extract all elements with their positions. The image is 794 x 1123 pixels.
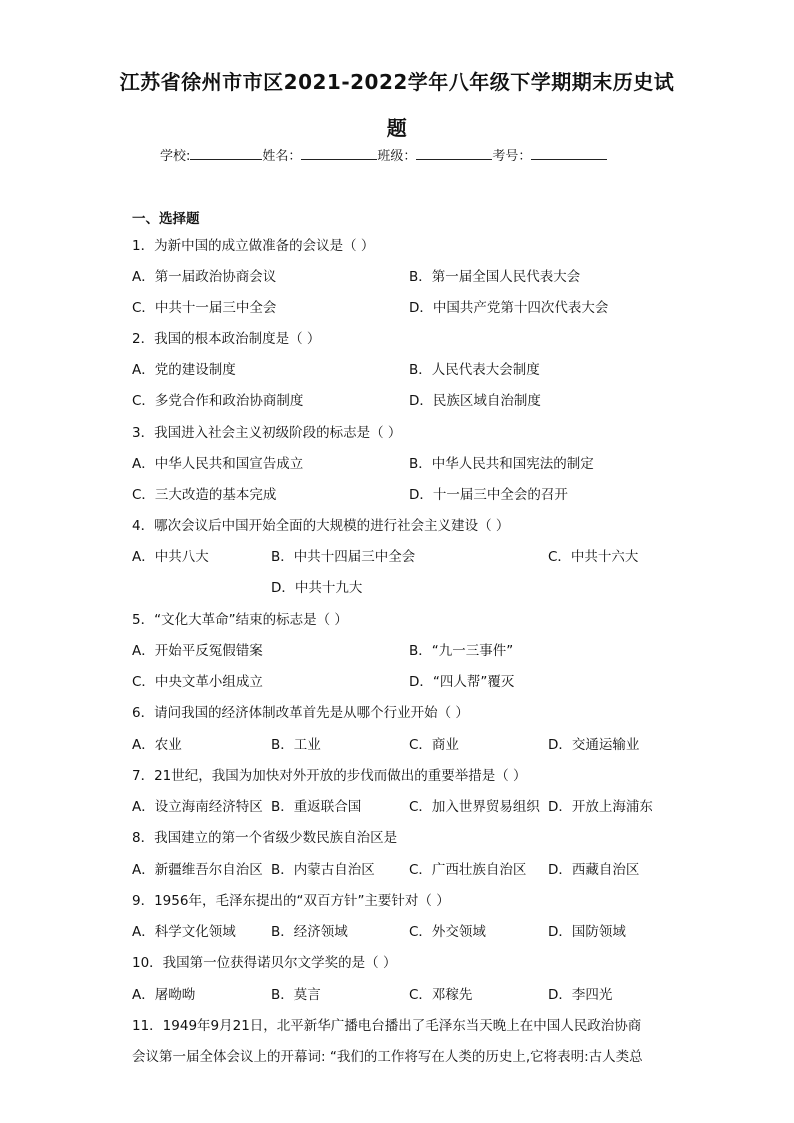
option-c[interactable]: C．邓稼先 [409,987,473,1003]
option-c[interactable]: C．加入世界贸易组织 [409,799,540,815]
option-b[interactable]: B．重返联合国 [271,799,362,815]
option-b[interactable]: B．经济领域 [271,924,348,940]
section-heading: 一、选择题 [132,211,200,227]
question-stem: 5．“文化大革命”结束的标志是（ ） [132,612,348,628]
option-d[interactable]: D．民族区域自治制度 [409,393,541,409]
id-blank[interactable] [531,145,607,160]
school-label: 学校: [160,149,191,164]
option-d[interactable]: D．“四人帮”覆灭 [409,674,515,690]
option-a[interactable]: A．党的建设制度 [132,362,236,378]
question-stem: 3．我国进入社会主义初级阶段的标志是（ ） [132,425,402,441]
option-d[interactable]: D．开放上海浦东 [548,799,653,815]
option-a[interactable]: A．第一届政治协商会议 [132,269,277,285]
option-b[interactable]: B．工业 [271,737,321,753]
question-stem: 6．请问我国的经济体制改革首先是从哪个行业开始（ ） [132,705,469,721]
option-c[interactable]: C．多党合作和政治协商制度 [132,393,304,409]
option-c[interactable]: C．中共十六大 [548,549,639,565]
option-d[interactable]: D．国防领域 [548,924,626,940]
question-stem: 9．1956年，毛泽东提出的“双百方针”主要针对（ ） [132,893,450,909]
student-info-row [160,145,607,164]
option-b[interactable]: B．内蒙古自治区 [271,862,375,878]
id-label: 考号： [492,149,532,164]
option-a[interactable]: A．屠呦呦 [132,987,196,1003]
exam-title: 江苏省徐州市市区2021-2022学年八年级下学期期末历史试 [119,70,675,94]
option-d[interactable]: D．中国共产党第十四次代表大会 [409,300,609,316]
option-c[interactable]: C．三大改造的基本完成 [132,487,277,503]
class-blank[interactable] [416,145,492,160]
option-a[interactable]: A．中华人民共和国宣告成立 [132,456,304,472]
class-label: 班级： [377,149,417,164]
option-c[interactable]: C．外交领域 [409,924,486,940]
option-b[interactable]: B．人民代表大会制度 [409,362,540,378]
option-c[interactable]: C．中共十一届三中全会 [132,300,277,316]
option-d[interactable]: D．李四光 [548,987,613,1003]
option-c[interactable]: C．中央文革小组成立 [132,674,263,690]
question-stem: 1．为新中国的成立做准备的会议是（ ） [132,238,375,254]
option-d[interactable]: D．十一届三中全会的召开 [409,487,568,503]
option-a[interactable]: A．中共八大 [132,549,209,565]
option-c[interactable]: C．商业 [409,737,459,753]
option-b[interactable]: B．莫言 [271,987,321,1003]
question-stem-continued: 会议第一届全体会议上的开幕词: “我们的工作将写在人类的历史上,它将表明:古人类总 [132,1049,643,1065]
name-blank[interactable] [301,145,377,160]
option-a[interactable]: A．设立海南经济特区 [132,799,263,815]
option-d[interactable]: D．中共十九大 [271,580,363,596]
option-b[interactable]: B．中华人民共和国宪法的制定 [409,456,594,472]
name-label: 姓名： [262,149,302,164]
option-d[interactable]: D．西藏自治区 [548,862,640,878]
option-a[interactable]: A．科学文化领域 [132,924,236,940]
question-stem: 10．我国第一位获得诺贝尔文学奖的是（ ） [132,955,397,971]
question-stem: 4．哪次会议后中国开始全面的大规模的进行社会主义建设（ ） [132,518,510,534]
question-stem: 7．21世纪，我国为加快对外开放的步伐而做出的重要举措是（ ） [132,768,527,784]
question-stem: 11．1949年9月21日，北平新华广播电台播出了毛泽东当天晚上在中国人民政治协商 [132,1018,642,1034]
option-a[interactable]: A．开始平反冤假错案 [132,643,263,659]
exam-title-continued: 题 [386,116,408,140]
school-blank[interactable] [190,145,262,160]
option-d[interactable]: D．交通运输业 [548,737,640,753]
option-b[interactable]: B．“九一三事件” [409,643,514,659]
question-stem: 8．我国建立的第一个省级少数民族自治区是 [132,830,398,846]
option-b[interactable]: B．第一届全国人民代表大会 [409,269,581,285]
option-c[interactable]: C．广西壮族自治区 [409,862,527,878]
option-b[interactable]: B．中共十四届三中全会 [271,549,416,565]
option-a[interactable]: A．新疆维吾尔自治区 [132,862,263,878]
question-stem: 2．我国的根本政治制度是（ ） [132,331,321,347]
option-a[interactable]: A．农业 [132,737,182,753]
